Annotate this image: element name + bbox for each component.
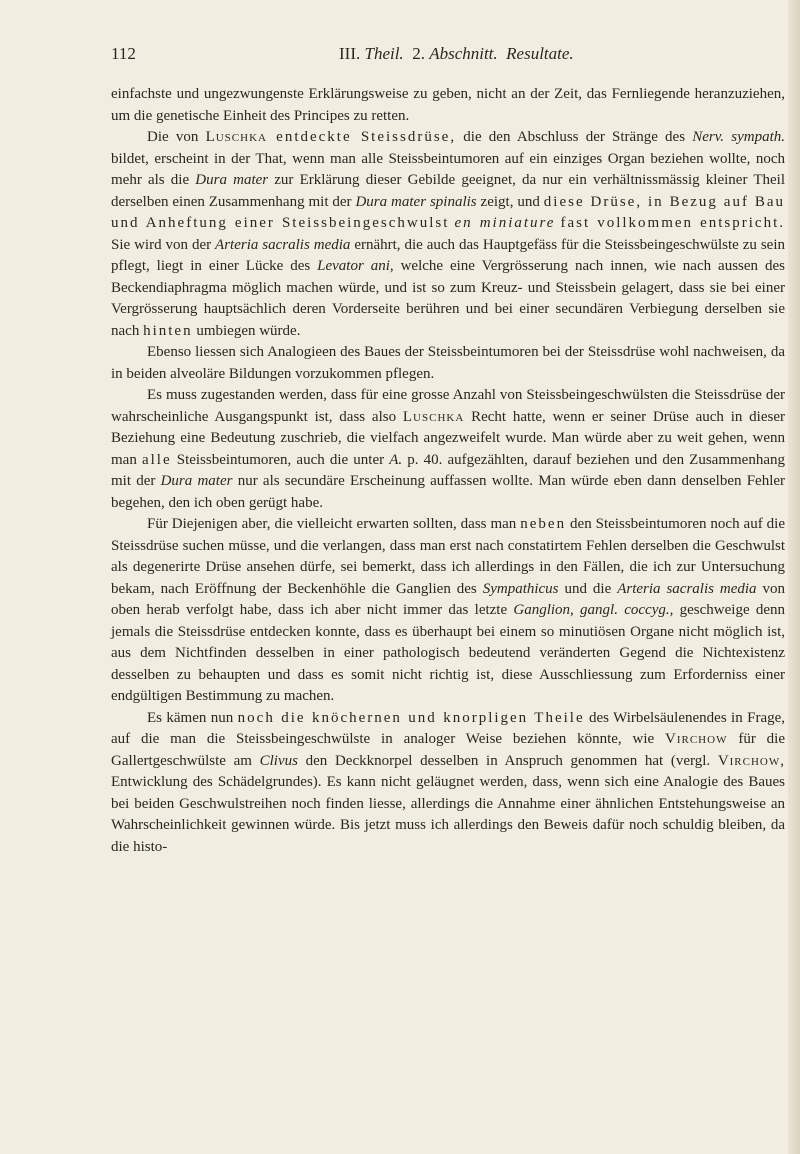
text-run: bildet, erscheint in der That, wenn man alle Steissbeintumoren auf ein einziges Organ beziehen wollte, noch mehr als die	[111, 150, 785, 188]
text-run: Es muss zugestanden werden, dass für eine grosse Anzahl von Steissbeingeschwülsten die Steissdrüse der wahrscheinliche Ausgangspunkt ist, dass also	[111, 387, 785, 425]
text-run: Steissbeintumoren, auch die unter	[171, 451, 390, 468]
text-run: Dura mater spinalis	[355, 193, 477, 210]
paragraph	[111, 708, 785, 859]
text-run: fast vollkommen entspricht.	[560, 215, 785, 231]
text-run: den Deckknorpel desselben in Anspruch genommen hat (vergl.	[297, 752, 718, 769]
header-abschnitt: Abschnitt.	[429, 44, 498, 63]
text-run: einfachste und ungezwungenste Erklärungsweise zu geben, nicht an der Zeit, das Fernliegende heranzuziehen, um die genetische Einheit des Principes zu retten.	[111, 86, 785, 124]
text-run: hinten	[143, 322, 193, 339]
text-run: Sympathicus	[482, 580, 559, 597]
text-run: zeigt, und	[476, 193, 544, 210]
running-header	[111, 44, 785, 70]
text-run: ernährt, die auch das Hauptgefäss für die Steissbeingeschwülste zu sein pflegt, liegt in einer Lücke des	[111, 236, 785, 274]
text-run: Für Diejenigen aber, die vielleicht erwarten sollten, dass man	[147, 516, 521, 532]
text-run: en miniature	[454, 215, 556, 231]
text-run: Clivus	[259, 752, 298, 769]
text-run: alle	[141, 451, 172, 468]
header-section: Resultate.	[506, 44, 574, 63]
text-run: Luschka	[402, 408, 465, 425]
paragraph	[111, 385, 785, 514]
body-text	[111, 84, 785, 858]
text-run: Virchow	[665, 731, 728, 747]
text-run: noch die knöchernen und knorpligen Theile	[237, 709, 585, 726]
text-run: des Wirbelsäulenendes in Frage, auf die man die Steissbeingeschwülste in analoger Weise beziehen könnte, wie	[111, 709, 786, 747]
text-run: Recht hatte, wenn er seiner Drüse auch in dieser Beziehung eine Bedeutung zuschrieb, die vielfach angezweifelt wurde. Man würde aber zu weit gehen, wenn man	[111, 408, 785, 468]
paragraph	[111, 127, 785, 342]
paragraph	[111, 84, 785, 127]
header-part: III.	[339, 44, 361, 63]
text-run: welche eine Vergrösserung nach innen, wie nach aussen des Beckendiaphragma möglich machen würde, und ist so zum Kreuz- und Steissbein gelagert, dass sie bei einer Vergrösserung hauptsächlich deren Vorderseite berühren und bei einer secundären Verbiegung derselben sie nach	[111, 258, 785, 339]
text-run: Ganglion, gangl. coccyg.,	[513, 602, 674, 618]
text-run: Luschka	[205, 129, 267, 145]
text-run: Arteria sacralis media	[617, 580, 757, 597]
text-run: entdeckte Steissdrüse,	[266, 129, 457, 145]
header-theil: Theil.	[364, 44, 404, 63]
text-run: für die Gallertgeschwülste am	[111, 731, 785, 769]
paragraph	[111, 342, 785, 385]
text-run: umbiegen würde.	[192, 322, 301, 339]
text-run: p. 40. aufgezählten, darauf beziehen und den Zusammenhang mit der	[111, 451, 785, 489]
text-run: geschweige denn jemals die Steissdrüse entdecken konnte, dass es überhaupt bei einem so minutiösen Organe nicht möglich ist, aus dem Nichtfinden desselben in einer pathologisch bedeutend veränderten Gegend die Nichtexistenz desselben zu behaupten und dass es somit nicht richtig ist, diese Ausschliessung zum Erforderniss einer endgültigen Bestimmung zu machen.	[111, 602, 786, 704]
paragraph	[111, 514, 785, 708]
text-run: nur als secundäre Erscheinung auffassen wollte. Man würde eben dann denselben Fehler begehen, den ich oben gerügt habe.	[111, 473, 786, 511]
text-run: Levator ani,	[317, 258, 394, 274]
text-run: Arteria sacralis media	[215, 236, 351, 253]
text-run: Entwicklung des Schädelgrundes). Es kann nicht geläugnet werden, dass, wenn sich eine Analogie des Baues bei beiden Geschwulstreihen noch finden liesse, allerdings die Annahme einer ähnlichen Entstehungsweise an Wahrscheinlichkeit gewinnen würde. Bis jetzt muss ich allerdings den Beweis dafür noch schuldig bleiben, da die histo-	[111, 774, 785, 855]
text-run: den Steissbeintumoren noch auf die Steissdrüse suchen müsse, und die verlangen, dass man erst nach constatirtem Fehlen derselben die Geschwulst als degenerirte Drüse ansehen dürfe, sei bemerkt, dass ich allerdings in den Fällen, die ich zur Untersuchung bekam, nach Eröffnung der Beckenhöhle die Ganglien des	[111, 516, 785, 597]
page-number: 112	[111, 44, 136, 63]
text-run: die den Abschluss der Stränge des	[456, 129, 693, 145]
text-run: Dura mater	[160, 473, 233, 489]
text-run: Sie wird von der	[111, 236, 216, 253]
header-title	[339, 44, 574, 64]
text-run: und die	[558, 580, 618, 597]
text-run: von oben herab verfolgt habe, dass ich aber nicht immer das letzte	[111, 580, 786, 618]
text-run: Dura mater	[195, 172, 269, 188]
text-run: neben	[520, 516, 567, 532]
text-run: A.	[389, 451, 403, 468]
text-run: Nerv. sympath.	[692, 129, 785, 145]
page-edge	[788, 0, 800, 1154]
text-run: Ebenso liessen sich Analogieen des Baues der Steissbeintumoren bei der Steissdrüse wohl nachweisen, da in beiden alveoläre Bildungen vorzukommen pflegen.	[111, 344, 785, 382]
header-abschnitt-num: 2.	[412, 44, 425, 63]
text-run: zur Erklärung dieser Gebilde geeignet, da nur ein verhältnissmässig kleiner Theil derselben einen Zusammenhang mit der	[111, 172, 785, 210]
text-run: Die von	[147, 129, 206, 145]
text-run: diese Drüse, in Bezug auf Bau und Anheftung einer Steissbeingeschwulst	[111, 193, 786, 231]
text-run: Es kämen nun	[147, 709, 238, 726]
text-run: Virchow,	[717, 752, 786, 769]
